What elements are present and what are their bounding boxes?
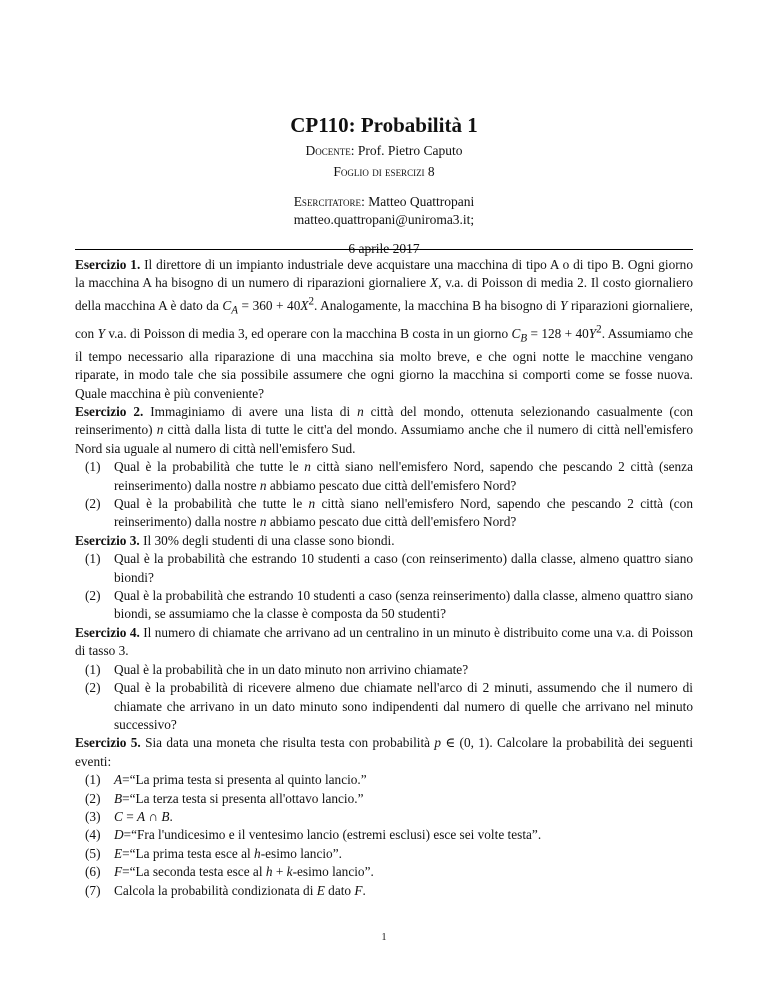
item-number: (2) [85, 790, 101, 806]
list-item [75, 845, 693, 863]
exercise-label: Esercizio 2. [75, 404, 144, 419]
exercise-2 [75, 403, 693, 458]
exercise-list [75, 256, 693, 900]
exercise-4-items [75, 661, 693, 735]
item-text: Qual è la probabilità di ricevere almeno due chiamate nell'arco di 2 minuti, assumendo che il numero di chiamate che arrivano in un dato minuto sono indipendenti dal numero di quelle che arrivano nel minuto successivo? [114, 680, 693, 732]
item-number: (2) [85, 680, 101, 696]
exercise-1 [75, 256, 693, 403]
exercise-label: Esercizio 4. [75, 624, 140, 640]
item-number: (7) [85, 882, 101, 898]
esercitatore-label: Esercitatore [293, 194, 362, 209]
item-text: C = A ∩ B. [114, 808, 173, 824]
item-number: (1) [85, 459, 101, 475]
item-text: A=“La prima testa si presenta al quinto lancio.” [114, 772, 367, 788]
list-item [75, 661, 693, 679]
item-text: Qual è la probabilità che estrando 10 studenti a caso (senza reinserimento) dalla classe, almeno quattro siano biondi, se assumiamo che la classe è composta da 50 studenti? [114, 588, 693, 622]
list-item [75, 863, 693, 881]
item-text: Qual è la probabilità che tutte le n città siano nell'emisfero Nord, sapendo che pescando 2 città (con reinserimento) dalla nostre n abbiamo pescato due città dell'emisfero Nord? [114, 496, 693, 530]
document-header [0, 112, 768, 258]
list-item [75, 587, 693, 624]
header-divider [75, 249, 693, 250]
item-text: Qual è la probabilità che estrando 10 studenti a caso (con reinserimento) dalla classe, almeno quattro siano biondi? [114, 551, 693, 585]
list-item [75, 826, 693, 844]
exercise-5-items [75, 771, 693, 900]
list-item [75, 771, 693, 789]
docente-line: Docente: Prof. Pietro Caputo [305, 143, 463, 158]
item-text: E=“La prima testa esce al h-esimo lancio”. [114, 845, 342, 861]
item-text: Qual è la probabilità che tutte le n città siano nell'emisfero Nord, sapendo che pescando 2 città (senza reinserimento) dalla nostre n abbiamo pescato due città dell'emisfero Nord? [114, 459, 693, 493]
exercise-text: Sia data una moneta che risulta testa con probabilità p ∈ (0, 1). Calcolare la probabilità dei seguenti eventi: [75, 735, 694, 769]
esercitatore-name: Matteo Quattropani [368, 194, 475, 209]
exercise-3-items [75, 550, 693, 624]
exercise-text: Il 30% degli studenti di una classe sono biondi. [143, 532, 395, 548]
list-item [75, 882, 693, 900]
esercitatore-line: Esercitatore: Matteo Quattropani [293, 194, 475, 209]
item-number: (3) [85, 808, 101, 824]
item-number: (1) [85, 551, 101, 567]
document-date: 6 aprile 2017 [348, 241, 420, 256]
document-title: CP110: Probabilità 1 [290, 113, 478, 137]
list-item [75, 679, 693, 734]
exercise-label: Esercizio 1. [75, 257, 141, 272]
item-number: (2) [85, 588, 101, 604]
docente-label: Docente [305, 143, 351, 158]
item-number: (5) [85, 845, 101, 861]
exercise-label: Esercizio 5. [75, 735, 141, 751]
item-text: D=“Fra l'undicesimo e il ventesimo lancio (estremi esclusi) esce sei volte testa”. [114, 827, 542, 843]
exercise-text: Il direttore di un impianto industriale deve acquistare una macchina di tipo A o di tipo B. Ogni giorno la macchina A ha bisogno di un numero di riparazioni giornaliere X, v.a. di Poisson di media 2. Il costo giornaliero della macchina A è dato da $C_A = 360 + 40X^2$. Analogamente, la macchina B ha bisogno di Y riparazioni giornaliere, con Y v.a. di Poisson di media 3, ed operare con la macchina B costa in un giorno $C_B = 128 + 40Y^2$. Assumiamo che il tempo necessario alla riparazione di una macchina sia molto breve, e che ogni notte le macchine vengano riparate, in modo tale che sia possibile assumere che ogni giorno la macchina si comporti come se fosse nuova. Quale macchina è più conveniente? [75, 257, 693, 401]
email: matteo.quattropani@uniroma3.it; [293, 212, 475, 227]
item-number: (6) [85, 864, 101, 880]
list-item [75, 550, 693, 587]
exercise-5 [75, 734, 693, 771]
item-text: B=“La terza testa si presenta all'ottavo lancio.” [114, 790, 364, 806]
sheet-title: Foglio di esercizi 8 [333, 164, 435, 179]
exercise-label: Esercizio 3. [75, 532, 140, 548]
list-item [75, 458, 693, 495]
exercise-text: Il numero di chiamate che arrivano ad un centralino in un minuto è distribuito come una v.a. di Poisson di tasso 3. [75, 624, 693, 659]
item-text: F=“La seconda testa esce al h + k-esimo lancio”. [114, 864, 374, 880]
exercise-4 [75, 624, 693, 661]
list-item [75, 495, 693, 532]
item-number: (1) [85, 661, 101, 677]
docente-name: Prof. Pietro Caputo [357, 143, 463, 158]
item-text: Calcola la probabilità condizionata di E dato F. [114, 882, 366, 898]
exercise-2-items [75, 458, 693, 532]
list-item [75, 790, 693, 808]
item-text: Qual è la probabilità che in un dato minuto non arrivino chiamate? [114, 661, 469, 677]
exercise-3 [75, 532, 693, 550]
item-number: (4) [85, 827, 101, 843]
item-number: (2) [85, 496, 101, 512]
page-number: 1 [381, 932, 387, 943]
exercise-text: Immaginiamo di avere una lista di n città del mondo, ottenuta selezionando casualmente (con reinserimento) n città dalla lista di tutte le citt'a del mondo. Assumiamo anche che il numero di città nell'emisfero Nord sia uguale al numero di città nell'emisfero Sud. [75, 404, 693, 456]
item-number: (1) [85, 772, 101, 788]
list-item [75, 808, 693, 826]
